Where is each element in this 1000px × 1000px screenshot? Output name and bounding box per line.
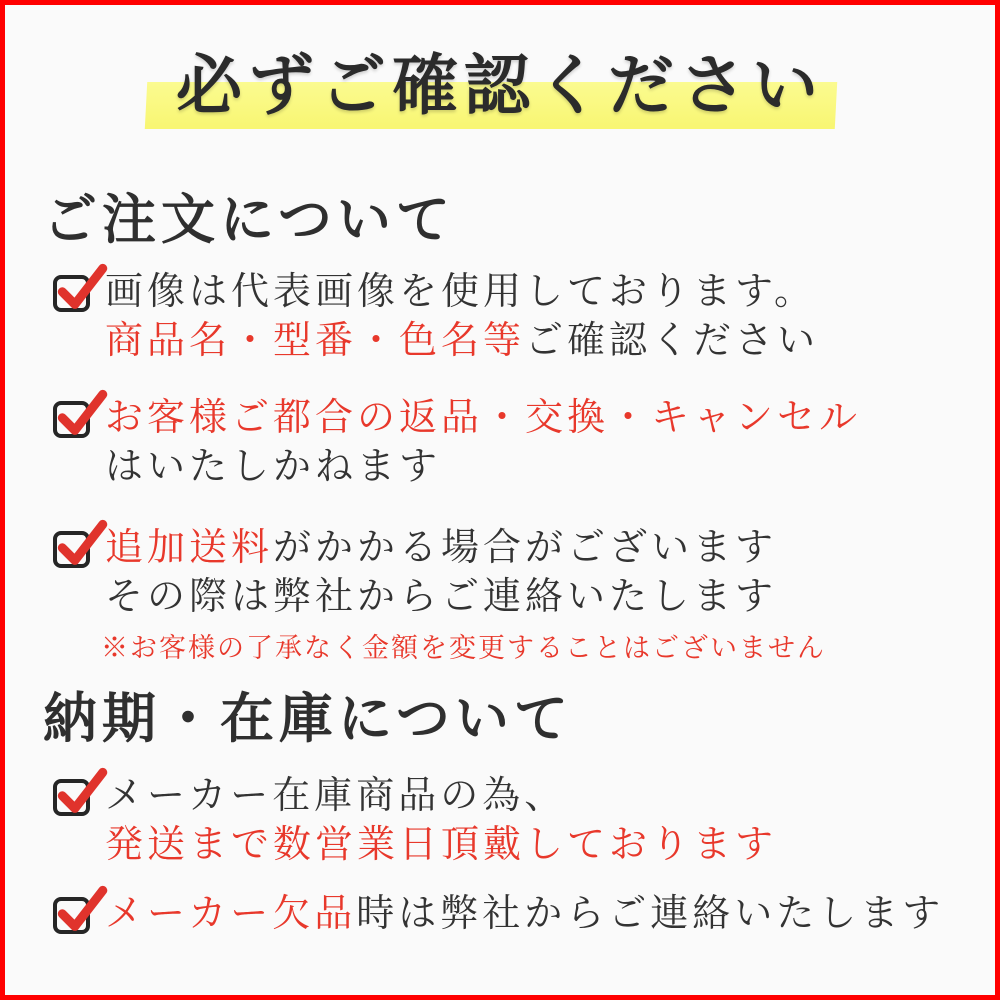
title-wrap [5,39,995,131]
section-heading-order: ご注文について [43,187,455,251]
item-line [105,889,944,938]
item-text [105,889,944,938]
checkbox-check-icon [53,267,97,315]
notice-item-representative-image [53,267,819,364]
page-title-text: 必ずご確認ください [176,46,824,124]
checkbox-check-icon [53,523,97,571]
item-text [105,771,777,868]
red-check-icon [56,519,110,573]
item-line-emphasis: 商品名・型番・色名等 [105,317,526,362]
item-line [105,393,861,442]
item-line [105,820,777,869]
item-text [105,523,777,620]
notice-item-maker-stock [53,771,777,868]
item-line [105,267,819,316]
notice-item-no-returns [53,393,861,490]
red-check-icon [56,885,110,939]
item-text [105,267,819,364]
red-check-icon [56,767,110,821]
item-line [105,572,777,621]
item-line-text: 時は弊社からご連絡いたします [356,891,945,935]
red-check-icon [56,389,110,443]
item-line-text: はいたしかねます [105,443,442,488]
item-text [105,393,861,490]
item-line-text: 画像は代表画像を使用しております。 [105,269,816,313]
checkbox-check-icon [53,393,97,441]
price-change-note: ※お客様の了承なく金額を変更することはございません [101,633,826,664]
checkbox-check-icon [53,771,97,819]
item-line-text: がかかる場合がございます [273,525,778,569]
item-line [105,523,777,572]
notice-item-extra-shipping [53,523,777,620]
item-line-emphasis: 追加送料 [105,525,274,569]
item-line [105,316,819,365]
notice-item-maker-shortage [53,889,944,938]
red-check-icon [56,263,110,317]
item-line-emphasis: お客様ご都合の返品・交換・キャンセル [105,395,862,439]
checkbox-check-icon [53,889,97,937]
item-line-emphasis: メーカー欠品 [105,891,357,935]
item-line-text: ご確認ください [525,317,820,362]
item-line [105,771,777,820]
item-line [105,442,861,491]
page-title [176,39,824,131]
item-line-emphasis: 発送まで数営業日頂戴しております [105,821,778,866]
item-line-text: その際は弊社からご連絡いたします [105,573,778,618]
item-line-text: メーカー在庫商品の為、 [105,773,567,817]
section-heading-stock: 納期・在庫について [43,686,573,750]
